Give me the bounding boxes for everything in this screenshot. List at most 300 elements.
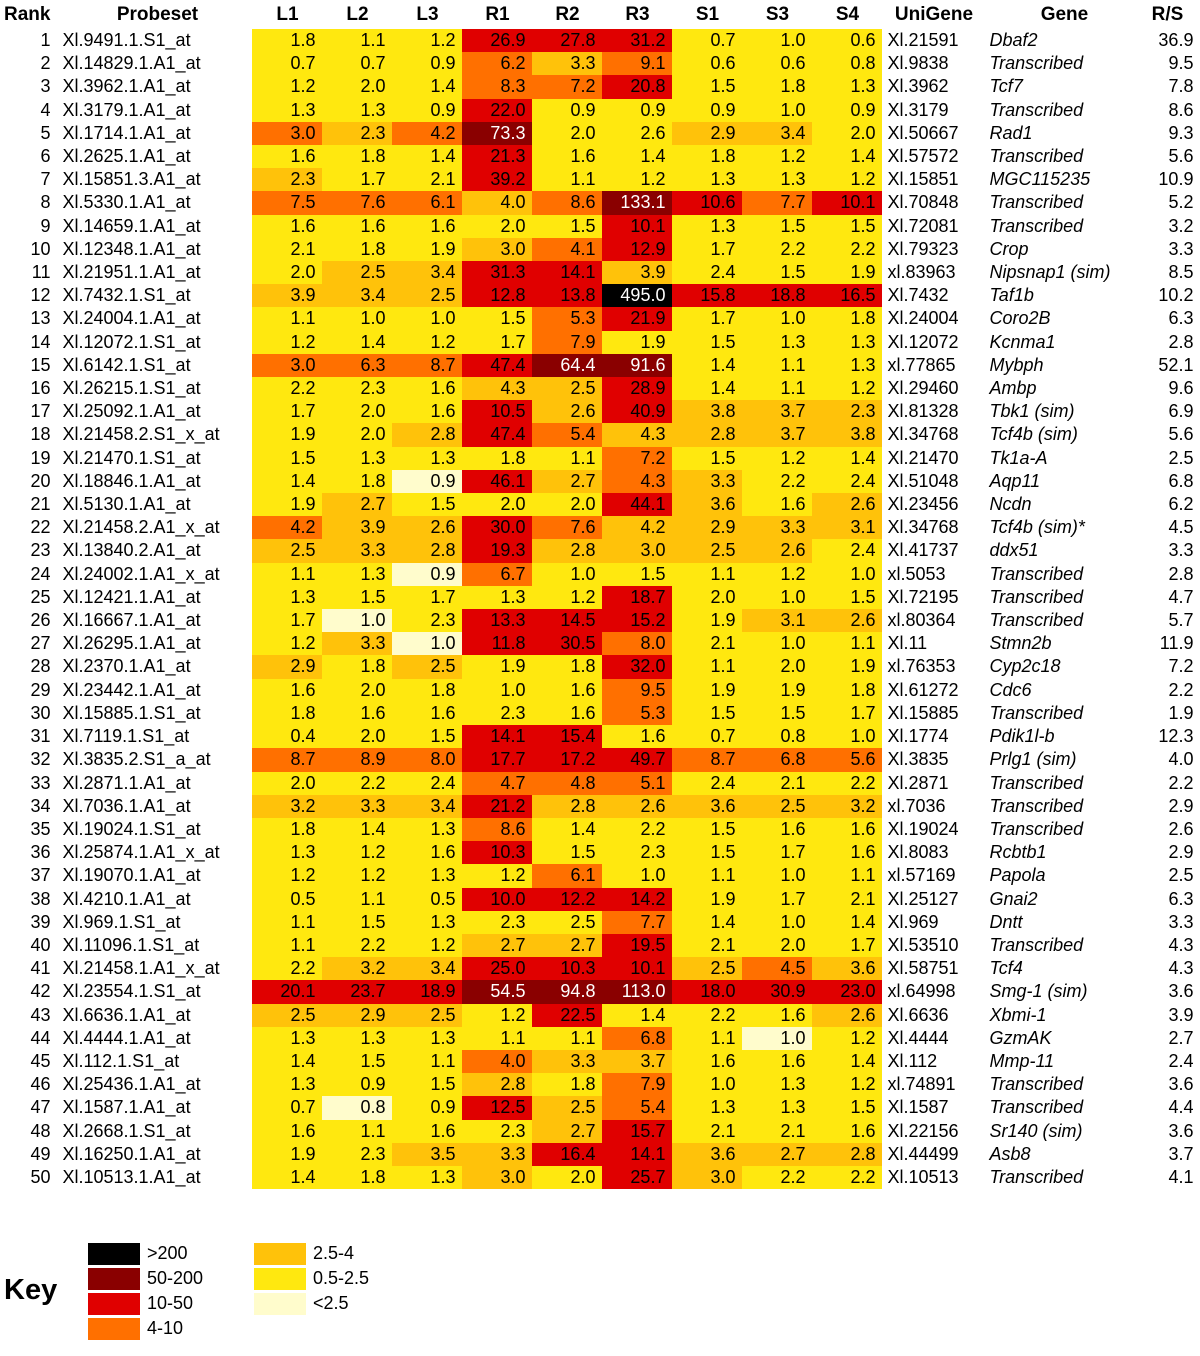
cell-value-l2: 1.3 bbox=[322, 563, 392, 586]
cell-value-l1: 1.8 bbox=[252, 818, 322, 841]
cell-value-s3: 2.2 bbox=[742, 1166, 812, 1189]
cell-value-s1: 2.9 bbox=[672, 516, 742, 539]
cell-value-r3: 3.9 bbox=[602, 261, 672, 284]
cell-rank: 1 bbox=[40, 30, 51, 50]
cell-unigene: xl.64998 bbox=[887, 981, 956, 1002]
cell-value-s1: 1.3 bbox=[672, 215, 742, 238]
cell-unigene: Xl.3962 bbox=[887, 76, 949, 97]
key-item bbox=[88, 1292, 203, 1315]
cell-value-r3: 10.1 bbox=[602, 957, 672, 980]
key-item bbox=[88, 1242, 203, 1265]
cell-rs: 3.3 bbox=[1168, 540, 1194, 561]
key-title: Key bbox=[4, 1274, 58, 1306]
cell-value-l1: 3.0 bbox=[252, 354, 322, 377]
cell-value-l3: 3.5 bbox=[392, 1143, 462, 1166]
cell-value-l2: 2.0 bbox=[322, 400, 392, 423]
cell-probeset: Xl.23442.1.A1_at bbox=[62, 679, 201, 700]
cell-value-s1: 1.0 bbox=[672, 1073, 742, 1096]
cell-value-r2: 2.8 bbox=[532, 539, 602, 562]
cell-rs: 7.8 bbox=[1168, 76, 1194, 97]
cell-unigene: Xl.44499 bbox=[887, 1143, 959, 1164]
cell-value-r1: 8.6 bbox=[462, 818, 532, 841]
cell-probeset: Xl.15885.1.S1_at bbox=[62, 702, 201, 723]
cell-value-s1: 2.2 bbox=[672, 1004, 742, 1027]
cell-rank: 33 bbox=[30, 772, 51, 793]
cell-value-s3: 1.0 bbox=[742, 1027, 812, 1050]
cell-value-r3: 1.6 bbox=[602, 725, 672, 748]
cell-rs: 7.2 bbox=[1168, 656, 1194, 677]
cell-rs: 3.6 bbox=[1168, 1120, 1194, 1141]
cell-value-r1: 31.3 bbox=[462, 261, 532, 284]
cell-probeset: Xl.24002.1.A1_x_at bbox=[62, 563, 220, 584]
cell-gene: Tbk1 (sim) bbox=[989, 401, 1075, 422]
cell-value-l1: 1.3 bbox=[252, 1073, 322, 1096]
cell-value-l1: 1.3 bbox=[252, 1027, 322, 1050]
cell-value-l3: 1.3 bbox=[392, 1027, 462, 1050]
cell-value-l3: 1.5 bbox=[392, 1073, 462, 1096]
cell-value-l1: 0.5 bbox=[252, 888, 322, 911]
cell-value-r2: 3.3 bbox=[532, 52, 602, 75]
cell-value-r1: 14.1 bbox=[462, 725, 532, 748]
cell-value-r2: 2.6 bbox=[532, 400, 602, 423]
cell-value-l3: 1.6 bbox=[392, 400, 462, 423]
cell-value-s4: 2.3 bbox=[812, 400, 882, 423]
cell-value-s1: 1.1 bbox=[672, 655, 742, 678]
cell-value-s3: 4.5 bbox=[742, 957, 812, 980]
cell-gene: Transcribed bbox=[989, 795, 1084, 816]
cell-value-s3: 30.9 bbox=[742, 980, 812, 1003]
cell-rank: 36 bbox=[30, 842, 51, 863]
cell-value-l1: 1.5 bbox=[252, 447, 322, 470]
cell-gene: GzmAK bbox=[989, 1027, 1052, 1048]
cell-rs: 10.2 bbox=[1158, 285, 1194, 306]
cell-rs: 1.9 bbox=[1168, 702, 1194, 723]
cell-gene: Transcribed bbox=[989, 99, 1084, 120]
cell-value-s3: 1.0 bbox=[742, 99, 812, 122]
cell-value-l1: 1.2 bbox=[252, 75, 322, 98]
cell-unigene: Xl.6636 bbox=[887, 1004, 949, 1025]
cell-gene: Transcribed bbox=[989, 702, 1084, 723]
key-label: 10-50 bbox=[147, 1293, 194, 1313]
cell-value-l2: 23.7 bbox=[322, 980, 392, 1003]
cell-value-s3: 7.7 bbox=[742, 191, 812, 214]
cell-value-s4: 1.7 bbox=[812, 702, 882, 725]
cell-rank: 32 bbox=[30, 749, 51, 770]
cell-value-l3: 2.4 bbox=[392, 772, 462, 795]
cell-value-r2: 12.2 bbox=[532, 888, 602, 911]
cell-gene: Sr140 (sim) bbox=[989, 1120, 1083, 1141]
cell-value-r3: 21.9 bbox=[602, 307, 672, 330]
cell-rank: 6 bbox=[40, 146, 51, 167]
cell-probeset: Xl.24004.1.A1_at bbox=[62, 308, 201, 329]
table-row bbox=[4, 354, 1197, 377]
cell-value-l1: 0.7 bbox=[252, 52, 322, 75]
cell-value-l3: 1.4 bbox=[392, 145, 462, 168]
table-row bbox=[4, 307, 1197, 330]
cell-gene: Transcribed bbox=[989, 934, 1084, 955]
cell-value-l2: 1.5 bbox=[322, 911, 392, 934]
cell-value-l1: 1.7 bbox=[252, 400, 322, 423]
table-row bbox=[4, 447, 1197, 470]
cell-value-s1: 10.6 bbox=[672, 191, 742, 214]
cell-value-l2: 1.8 bbox=[322, 145, 392, 168]
cell-value-l3: 0.9 bbox=[392, 470, 462, 493]
column-header-unigene: UniGene bbox=[894, 4, 974, 25]
cell-rank: 34 bbox=[30, 795, 51, 816]
cell-gene: Stmn2b bbox=[989, 633, 1052, 654]
cell-gene: Taf1b bbox=[989, 285, 1034, 306]
cell-value-l2: 1.6 bbox=[322, 215, 392, 238]
cell-rank: 25 bbox=[30, 586, 51, 607]
cell-unigene: Xl.51048 bbox=[887, 470, 959, 491]
table-row bbox=[4, 1096, 1197, 1119]
key-item bbox=[254, 1267, 369, 1290]
cell-value-s4: 1.2 bbox=[812, 1027, 882, 1050]
key-swatch-icon bbox=[88, 1243, 140, 1265]
cell-value-r3: 1.9 bbox=[602, 331, 672, 354]
table-row bbox=[4, 911, 1197, 934]
cell-value-s4: 1.1 bbox=[812, 632, 882, 655]
cell-value-s4: 1.5 bbox=[812, 215, 882, 238]
cell-value-r1: 1.0 bbox=[462, 679, 532, 702]
cell-value-l1: 1.1 bbox=[252, 911, 322, 934]
cell-value-l2: 1.0 bbox=[322, 609, 392, 632]
cell-value-r3: 10.1 bbox=[602, 215, 672, 238]
cell-value-l3: 1.5 bbox=[392, 493, 462, 516]
cell-value-l1: 2.2 bbox=[252, 957, 322, 980]
cell-rs: 2.7 bbox=[1168, 1027, 1194, 1048]
cell-value-l3: 1.6 bbox=[392, 841, 462, 864]
cell-probeset: Xl.25092.1.A1_at bbox=[62, 401, 201, 422]
cell-rank: 7 bbox=[40, 169, 51, 190]
cell-value-l3: 2.8 bbox=[392, 539, 462, 562]
cell-value-l2: 0.8 bbox=[322, 1096, 392, 1119]
cell-value-r2: 1.6 bbox=[532, 679, 602, 702]
cell-value-l3: 2.5 bbox=[392, 1004, 462, 1027]
cell-value-l3: 1.0 bbox=[392, 307, 462, 330]
cell-value-s1: 1.1 bbox=[672, 563, 742, 586]
cell-value-l1: 2.3 bbox=[252, 168, 322, 191]
cell-value-s3: 2.0 bbox=[742, 934, 812, 957]
cell-rank: 50 bbox=[30, 1166, 51, 1187]
cell-gene: Asb8 bbox=[989, 1143, 1031, 1164]
cell-value-s4: 16.5 bbox=[812, 284, 882, 307]
cell-unigene: xl.74891 bbox=[887, 1074, 956, 1095]
cell-rs: 2.6 bbox=[1168, 818, 1194, 839]
cell-value-s4: 1.9 bbox=[812, 261, 882, 284]
cell-value-s1: 1.1 bbox=[672, 1027, 742, 1050]
cell-value-s3: 1.3 bbox=[742, 1073, 812, 1096]
cell-value-l3: 1.1 bbox=[392, 1050, 462, 1073]
cell-value-r3: 2.6 bbox=[602, 795, 672, 818]
cell-rs: 5.7 bbox=[1168, 610, 1194, 631]
cell-value-l1: 1.2 bbox=[252, 331, 322, 354]
cell-value-s4: 1.3 bbox=[812, 354, 882, 377]
cell-value-l3: 1.2 bbox=[392, 331, 462, 354]
table-row bbox=[4, 772, 1197, 795]
cell-gene: Kcnma1 bbox=[989, 331, 1056, 352]
cell-unigene: Xl.24004 bbox=[887, 308, 959, 329]
cell-value-s1: 3.8 bbox=[672, 400, 742, 423]
cell-rs: 5.6 bbox=[1168, 146, 1194, 167]
cell-value-s4: 1.5 bbox=[812, 586, 882, 609]
cell-value-s1: 2.5 bbox=[672, 957, 742, 980]
cell-value-l1: 1.6 bbox=[252, 215, 322, 238]
cell-rank: 44 bbox=[30, 1027, 51, 1048]
cell-unigene: Xl.112 bbox=[887, 1050, 938, 1071]
cell-rs: 8.5 bbox=[1168, 262, 1194, 283]
cell-rs: 3.2 bbox=[1168, 215, 1194, 236]
cell-rank: 12 bbox=[30, 285, 51, 306]
cell-value-s3: 1.6 bbox=[742, 818, 812, 841]
cell-value-s4: 1.2 bbox=[812, 1073, 882, 1096]
cell-rank: 20 bbox=[30, 470, 51, 491]
cell-rank: 10 bbox=[30, 238, 51, 259]
cell-value-l1: 1.9 bbox=[252, 493, 322, 516]
cell-value-s1: 2.4 bbox=[672, 772, 742, 795]
table-row bbox=[4, 632, 1197, 655]
cell-value-l2: 1.2 bbox=[322, 841, 392, 864]
cell-gene: Transcribed bbox=[989, 818, 1084, 839]
cell-unigene: Xl.70848 bbox=[887, 192, 959, 213]
table-row bbox=[4, 493, 1197, 516]
table-row bbox=[4, 888, 1197, 911]
table-row bbox=[4, 655, 1197, 678]
cell-value-r2: 6.1 bbox=[532, 864, 602, 887]
cell-value-l2: 1.7 bbox=[322, 168, 392, 191]
cell-value-s3: 3.7 bbox=[742, 423, 812, 446]
cell-value-r1: 30.0 bbox=[462, 516, 532, 539]
cell-probeset: Xl.6636.1.A1_at bbox=[62, 1004, 191, 1025]
cell-value-l1: 2.5 bbox=[252, 539, 322, 562]
cell-value-s1: 1.6 bbox=[672, 1050, 742, 1073]
heatmap-table bbox=[4, 4, 1197, 1189]
cell-value-l3: 1.7 bbox=[392, 586, 462, 609]
key-swatch-icon bbox=[254, 1243, 306, 1265]
cell-gene: Transcribed bbox=[989, 146, 1084, 167]
cell-value-l1: 1.4 bbox=[252, 470, 322, 493]
cell-gene: Tcf7 bbox=[989, 76, 1023, 97]
cell-value-r1: 2.3 bbox=[462, 911, 532, 934]
cell-value-l2: 6.3 bbox=[322, 354, 392, 377]
cell-value-l1: 1.6 bbox=[252, 145, 322, 168]
cell-rs: 2.4 bbox=[1168, 1050, 1194, 1071]
cell-value-s4: 1.8 bbox=[812, 307, 882, 330]
cell-value-s4: 1.5 bbox=[812, 1096, 882, 1119]
cell-gene: Ncdn bbox=[989, 494, 1032, 515]
cell-value-r2: 17.2 bbox=[532, 748, 602, 771]
cell-value-s3: 1.7 bbox=[742, 888, 812, 911]
key-label: >200 bbox=[147, 1243, 188, 1263]
cell-value-r2: 14.5 bbox=[532, 609, 602, 632]
cell-value-s3: 2.0 bbox=[742, 655, 812, 678]
cell-rank: 37 bbox=[30, 865, 51, 886]
key-item bbox=[88, 1267, 203, 1290]
cell-gene: Transcribed bbox=[989, 610, 1084, 631]
cell-value-r2: 14.1 bbox=[532, 261, 602, 284]
cell-rs: 9.5 bbox=[1168, 53, 1194, 74]
cell-rs: 11.9 bbox=[1159, 633, 1194, 654]
cell-value-s3: 6.8 bbox=[742, 748, 812, 771]
column-header-s4: S4 bbox=[835, 4, 860, 25]
cell-unigene: Xl.969 bbox=[887, 911, 939, 932]
cell-value-r3: 5.4 bbox=[602, 1096, 672, 1119]
cell-value-l2: 2.2 bbox=[322, 934, 392, 957]
cell-rs: 2.2 bbox=[1168, 679, 1194, 700]
table-row bbox=[4, 725, 1197, 748]
cell-value-s1: 3.0 bbox=[672, 1166, 742, 1189]
cell-unigene: Xl.50667 bbox=[887, 122, 959, 143]
cell-value-l2: 2.5 bbox=[322, 261, 392, 284]
cell-value-l2: 2.3 bbox=[322, 122, 392, 145]
cell-rs: 4.3 bbox=[1168, 934, 1194, 955]
cell-value-r1: 22.0 bbox=[462, 99, 532, 122]
cell-value-s1: 2.1 bbox=[672, 1120, 742, 1143]
cell-gene: Rad1 bbox=[989, 122, 1033, 143]
cell-unigene: Xl.7432 bbox=[887, 285, 949, 306]
cell-probeset: Xl.4444.1.A1_at bbox=[62, 1027, 191, 1048]
cell-value-r3: 2.3 bbox=[602, 841, 672, 864]
table-row bbox=[4, 586, 1197, 609]
cell-probeset: Xl.16667.1.A1_at bbox=[62, 610, 201, 631]
key-label: 4-10 bbox=[147, 1318, 184, 1338]
cell-unigene: Xl.1587 bbox=[887, 1097, 949, 1118]
cell-probeset: Xl.969.1.S1_at bbox=[62, 911, 181, 932]
cell-value-l1: 1.8 bbox=[252, 702, 322, 725]
cell-value-l2: 1.3 bbox=[322, 1027, 392, 1050]
cell-value-r2: 7.2 bbox=[532, 75, 602, 98]
cell-gene: Nipsnap1 (sim) bbox=[989, 262, 1111, 283]
cell-value-r2: 1.1 bbox=[532, 168, 602, 191]
cell-gene: Transcribed bbox=[989, 1166, 1084, 1187]
cell-gene: Cdc6 bbox=[989, 679, 1032, 700]
cell-value-r2: 1.6 bbox=[532, 702, 602, 725]
cell-value-l2: 8.9 bbox=[322, 748, 392, 771]
cell-value-l3: 3.4 bbox=[392, 957, 462, 980]
cell-value-l3: 6.1 bbox=[392, 191, 462, 214]
cell-gene: Pdik1l-b bbox=[989, 726, 1055, 747]
cell-rs: 2.8 bbox=[1168, 331, 1194, 352]
cell-value-l2: 0.7 bbox=[322, 52, 392, 75]
cell-value-l1: 1.4 bbox=[252, 1166, 322, 1189]
cell-value-l3: 2.3 bbox=[392, 609, 462, 632]
cell-value-s3: 1.3 bbox=[742, 331, 812, 354]
key-label: 0.5-2.5 bbox=[313, 1268, 370, 1288]
cell-value-s3: 1.6 bbox=[742, 1050, 812, 1073]
cell-value-r1: 11.8 bbox=[462, 632, 532, 655]
table-row bbox=[4, 1050, 1197, 1073]
cell-value-s1: 18.0 bbox=[672, 980, 742, 1003]
cell-value-s3: 18.8 bbox=[742, 284, 812, 307]
cell-value-l3: 1.8 bbox=[392, 679, 462, 702]
cell-gene: Tcf4 bbox=[989, 958, 1023, 979]
cell-value-l1: 2.5 bbox=[252, 1004, 322, 1027]
cell-unigene: Xl.79323 bbox=[887, 238, 959, 259]
cell-probeset: Xl.2871.1.A1_at bbox=[62, 772, 191, 793]
cell-unigene: xl.77865 bbox=[887, 354, 956, 375]
cell-value-s1: 1.7 bbox=[672, 238, 742, 261]
cell-value-l2: 3.3 bbox=[322, 632, 392, 655]
cell-rs: 3.6 bbox=[1168, 981, 1194, 1002]
cell-value-r3: 28.9 bbox=[602, 377, 672, 400]
cell-unigene: xl.7036 bbox=[887, 795, 946, 816]
cell-value-s4: 3.2 bbox=[812, 795, 882, 818]
cell-value-s3: 2.7 bbox=[742, 1143, 812, 1166]
cell-value-s1: 2.0 bbox=[672, 586, 742, 609]
cell-value-s3: 1.0 bbox=[742, 632, 812, 655]
cell-probeset: Xl.14829.1.A1_at bbox=[62, 53, 201, 74]
key-item bbox=[254, 1292, 369, 1315]
cell-value-s4: 3.1 bbox=[812, 516, 882, 539]
cell-value-s4: 0.6 bbox=[812, 29, 882, 52]
cell-rank: 21 bbox=[30, 494, 51, 515]
cell-value-r3: 2.6 bbox=[602, 122, 672, 145]
cell-value-s3: 1.1 bbox=[742, 354, 812, 377]
cell-probeset: Xl.12421.1.A1_at bbox=[62, 586, 201, 607]
cell-value-s1: 1.4 bbox=[672, 911, 742, 934]
cell-value-l1: 1.9 bbox=[252, 1143, 322, 1166]
cell-rs: 3.6 bbox=[1168, 1074, 1194, 1095]
cell-value-s3: 3.1 bbox=[742, 609, 812, 632]
cell-gene: Gnai2 bbox=[989, 888, 1038, 909]
cell-value-r1: 12.5 bbox=[462, 1096, 532, 1119]
cell-value-r3: 7.7 bbox=[602, 911, 672, 934]
cell-value-r3: 44.1 bbox=[602, 493, 672, 516]
cell-rs: 2.9 bbox=[1168, 842, 1194, 863]
cell-rank: 30 bbox=[30, 702, 51, 723]
cell-value-s4: 0.9 bbox=[812, 99, 882, 122]
table-row bbox=[4, 215, 1197, 238]
cell-value-r2: 1.5 bbox=[532, 215, 602, 238]
table-row bbox=[4, 795, 1197, 818]
key-swatch-icon bbox=[254, 1293, 306, 1315]
cell-value-s1: 1.3 bbox=[672, 168, 742, 191]
cell-rs: 2.2 bbox=[1168, 772, 1194, 793]
cell-rs: 4.4 bbox=[1168, 1097, 1194, 1118]
cell-unigene: Xl.12072 bbox=[887, 331, 959, 352]
cell-rs: 6.9 bbox=[1168, 401, 1194, 422]
cell-value-r1: 2.3 bbox=[462, 702, 532, 725]
table-row bbox=[4, 145, 1197, 168]
cell-rank: 11 bbox=[31, 262, 51, 283]
cell-value-s1: 1.1 bbox=[672, 864, 742, 887]
cell-probeset: Xl.3835.2.S1_a_at bbox=[62, 749, 211, 770]
cell-value-l3: 1.2 bbox=[392, 29, 462, 52]
cell-value-r1: 3.0 bbox=[462, 238, 532, 261]
cell-probeset: Xl.21951.1.A1_at bbox=[62, 262, 201, 283]
cell-value-r1: 47.4 bbox=[462, 354, 532, 377]
cell-probeset: Xl.13840.2.A1_at bbox=[62, 540, 201, 561]
cell-value-l2: 1.1 bbox=[322, 29, 392, 52]
cell-value-l3: 1.6 bbox=[392, 215, 462, 238]
cell-value-r2: 4.1 bbox=[532, 238, 602, 261]
cell-value-l3: 1.6 bbox=[392, 1120, 462, 1143]
cell-gene: Aqp11 bbox=[989, 470, 1041, 491]
table-row bbox=[4, 168, 1197, 191]
cell-value-l1: 2.0 bbox=[252, 772, 322, 795]
cell-gene: Dbaf2 bbox=[989, 30, 1038, 50]
cell-value-l3: 8.7 bbox=[392, 354, 462, 377]
cell-value-r1: 1.8 bbox=[462, 447, 532, 470]
cell-rs: 2.5 bbox=[1168, 447, 1194, 468]
cell-value-r1: 26.9 bbox=[462, 29, 532, 52]
cell-value-s1: 1.4 bbox=[672, 377, 742, 400]
cell-rs: 4.1 bbox=[1168, 1166, 1194, 1187]
cell-value-r2: 7.6 bbox=[532, 516, 602, 539]
cell-unigene: Xl.2871 bbox=[887, 772, 949, 793]
cell-value-l3: 1.3 bbox=[392, 447, 462, 470]
cell-value-s1: 1.5 bbox=[672, 818, 742, 841]
